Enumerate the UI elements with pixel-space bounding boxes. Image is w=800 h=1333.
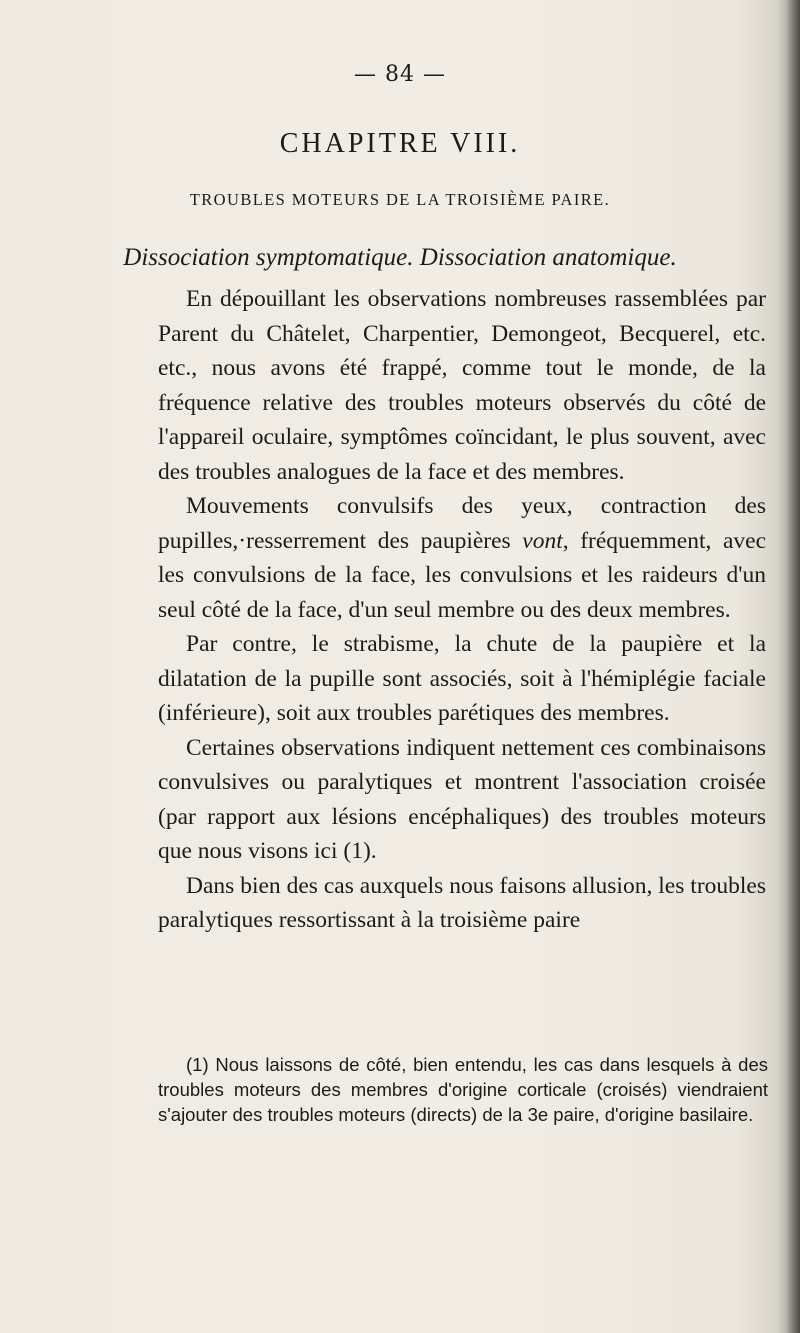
paragraph-2: [158, 489, 766, 627]
paragraph-2-italic-word: vont: [522, 527, 563, 554]
footnote: [158, 1052, 768, 1127]
paragraph-5: Dans bien des cas auxquels nous faisons allusion, les troubles paralytiques ressortissant à la troisième paire: [158, 872, 766, 933]
page-number: — 84 —: [354, 62, 446, 87]
page-edge-shadow: [786, 0, 800, 1333]
body-text: [158, 282, 766, 938]
paragraph-1: En dépouillant les observations nombreuses rassemblées par Parent du Châtelet, Charpentier, Demongeot, Becquerel, etc. etc., nous avons été frappé, comme tout le monde, de la fréquence relative des troubles moteurs observés du côté de l'appareil oculaire, symptômes coïncidant, le plus souvent, avec des troubles analogues de la face et des membres.: [158, 286, 766, 485]
chapter-title: CHAPITRE VIII.: [279, 128, 521, 159]
paragraph-4: Certaines observations indiquent nettement ces combinaisons convulsives ou paralytiques et montrent l'association croisée (par rapport aux lésions encéphaliques) des troubles moteurs que nous visons ici (1).: [158, 734, 766, 864]
paragraph-2-end: , fréquemment, avec les convulsions de la face, les convulsions et les raideurs d'un seul côté de la face, d'un seul membre ou des deux membres.: [158, 527, 767, 623]
paragraph-2-start: Mouvements convulsifs des yeux, contraction des pupilles,·resserrement des paupières: [158, 493, 766, 554]
paragraph-3: Par contre, le strabisme, la chute de la paupière et la dilatation de la pupille sont associés, soit à l'hémiplégie faciale (inférieure), soit aux troubles parétiques des membres.: [158, 631, 766, 726]
section-heading: Dissociation symptomatique. Dissociation anatomique.: [123, 244, 677, 271]
footnote-text: (1) Nous laissons de côté, bien entendu, les cas dans lesquels à des troubles moteurs des membres d'origine corticale (croisés) viendraient s'ajouter des troubles moteurs (directs) de la 3e paire, d'origine basilaire.: [158, 1054, 768, 1125]
chapter-subtitle: TROUBLES MOTEURS DE LA TROISIÈME PAIRE.: [189, 190, 611, 209]
